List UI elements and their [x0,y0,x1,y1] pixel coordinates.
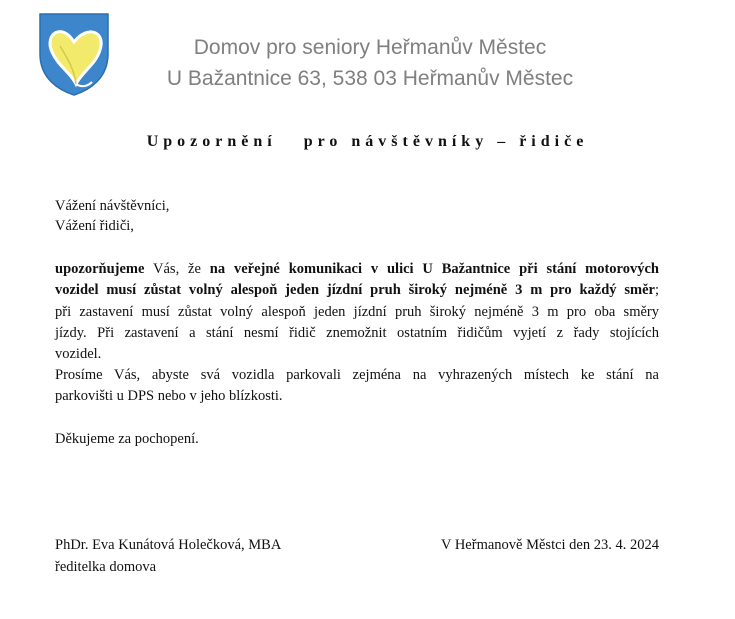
body-line-1 [55,261,659,278]
organization-address: U Bažantnice 63, 538 03 Heřmanův Městec [166,67,574,90]
greeting-drivers: Vážení řidiči, [55,218,134,234]
emphasis-text: upozorňujeme [55,261,145,277]
thanks-text: Děkujeme za pochopení. [55,431,199,447]
body-line-4: jízdy. Při zastavení a stání nesmí řidič znemožnit ostatním řidičům vyjetí z řady stojících [55,325,659,341]
body-text: Vás, že [144,261,210,277]
body-line-3: při zastavení musí zůstat volný alespoň jeden jízdní pruh široký nejméně 3 m pro oba směry [55,304,659,320]
notice-title: Upozornění pro návštěvníky – řidiče [146,133,589,150]
body-line-7: parkovišti u DPS nebo v jeho blízkosti. [55,388,283,404]
coat-of-arms-logo [38,12,110,96]
place-and-date: V Heřmanově Městci den 23. 4. 2024 [441,537,659,553]
body-line-5: vozidel. [55,346,102,362]
signatory-role: ředitelka domova [55,559,157,575]
body-line-2 [55,282,659,299]
signatory-name: PhDr. Eva Kunátová Holečková, MBA [55,537,282,553]
emphasis-text: vozidel musí zůstat volný alespoň jeden jízdní pruh široký nejméně 3 m pro každý směr [55,282,655,298]
organization-name: Domov pro seniory Heřmanův Městec [193,36,547,59]
body-line-6: Prosíme Vás, abyste svá vozidla parkovali zejména na vyhrazených místech ke stání na [55,367,659,383]
body-text: ; [654,282,659,298]
greeting-visitors: Vážení návštěvníci, [55,198,170,214]
emphasis-text: na veřejné komunikaci v ulici U Bažantnice při stání motorových [209,261,659,277]
